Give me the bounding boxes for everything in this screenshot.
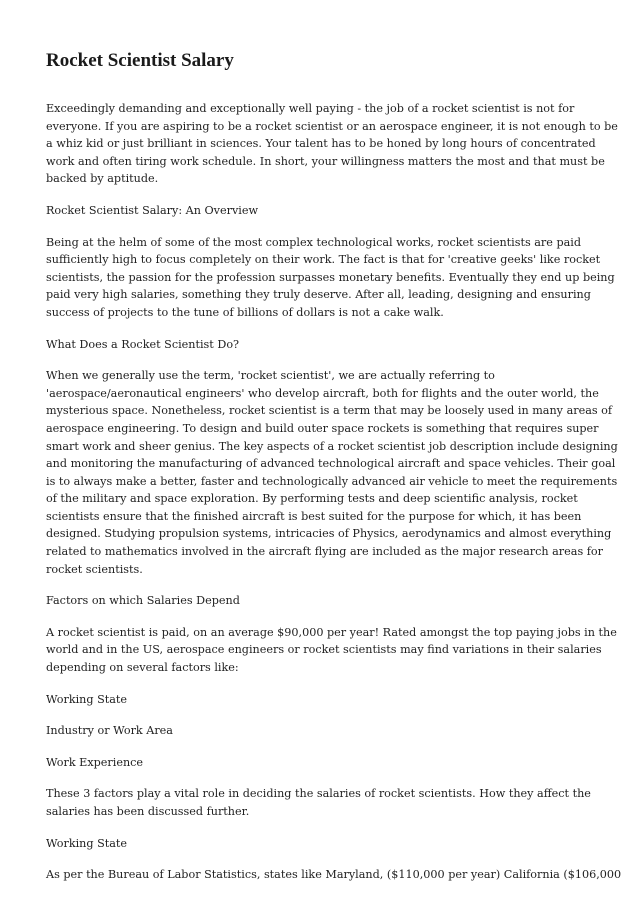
paragraph bbox=[46, 202, 594, 220]
paragraph bbox=[46, 722, 594, 740]
text-line: Working State bbox=[46, 836, 128, 850]
paragraph bbox=[46, 336, 594, 354]
text-line: When we generally use the term, 'rocket scientist', we are actually referring to bbox=[46, 369, 495, 383]
text-line: What Does a Rocket Scientist Do? bbox=[46, 337, 240, 351]
text-line: work and often tiring work schedule. In short, your willingness matters the most and that must be bbox=[46, 154, 605, 168]
text-line: Work Experience bbox=[46, 755, 144, 769]
paragraph bbox=[46, 691, 594, 709]
text-line: designed. Studying propulsion systems, intricacies of Physics, aerodynamics and almost everything bbox=[46, 527, 612, 541]
text-line: 'aerospace/aeronautical engineers' who develop aircraft, both for flights and the outer world, the bbox=[46, 386, 599, 400]
text-line: backed by aptitude. bbox=[46, 172, 159, 186]
text-line: a whiz kid or just brilliant in sciences. Your talent has to be honed by long hours of concentrated bbox=[46, 137, 596, 151]
paragraph bbox=[46, 624, 617, 677]
text-line: aerospace engineering. To design and build outer space rockets is something that requires super bbox=[46, 421, 599, 435]
text-line: A rocket scientist is paid, on an average $90,000 per year! Rated amongst the top paying jobs in the bbox=[46, 625, 617, 639]
text-line: related to mathematics involved in the aircraft flying are included as the major research areas for bbox=[46, 545, 603, 559]
text-line: world and in the US, aerospace engineers or rocket scientists may find variations in their salaries bbox=[46, 643, 602, 657]
text-line: depending on several factors like: bbox=[46, 661, 239, 675]
text-line: paid very high salaries, something they truly deserve. After all, leading, designing and ensuring bbox=[46, 288, 591, 302]
paragraph bbox=[46, 234, 615, 322]
text-line: success of projects to the tune of billions of dollars is not a cake walk. bbox=[46, 305, 444, 319]
text-line: These 3 factors play a vital role in deciding the salaries of rocket scientists. How they affect the bbox=[46, 787, 591, 801]
page-title: Rocket Scientist Salary bbox=[46, 50, 234, 71]
text-line: Rocket Scientist Salary: An Overview bbox=[46, 203, 259, 217]
paragraph bbox=[46, 866, 622, 884]
text-line: scientists ensure that the finished aircraft is best suited for the purpose for which, it has been bbox=[46, 509, 582, 523]
text-line: sufficiently high to focus completely on their work. The fact is that for 'creative geeks' like rocket bbox=[46, 253, 601, 267]
text-line: rocket scientists. bbox=[46, 562, 143, 576]
paragraph bbox=[46, 835, 594, 853]
text-line: salaries has been discussed further. bbox=[46, 805, 250, 818]
text-line: Working State bbox=[46, 692, 128, 706]
text-line: scientists, the passion for the profession surpasses monetary benefits. Eventually they end up being bbox=[46, 270, 615, 284]
text-line: and monitoring the manufacturing of advanced technological aircraft and space vehicles. Their goal bbox=[46, 457, 616, 471]
text-line: Being at the helm of some of the most complex technological works, rocket scientists are paid bbox=[46, 235, 582, 249]
text-line: smart work and sheer genius. The key aspects of a rocket scientist job description include designing bbox=[46, 439, 618, 453]
text-line: is to always make a better, faster and technologically advanced air vehicle to meet the requirements bbox=[46, 474, 618, 488]
text-line: mysterious space. Nonetheless, rocket scientist is a term that may be loosely used in many areas of bbox=[46, 404, 613, 418]
paragraph bbox=[46, 785, 594, 820]
paragraph bbox=[46, 754, 594, 772]
text-line: As per the Bureau of Labor Statistics, states like Maryland, ($110,000 per year) California ($106,000 bbox=[46, 868, 622, 882]
paragraph bbox=[46, 367, 618, 578]
paragraph bbox=[46, 592, 594, 610]
text-line: Industry or Work Area bbox=[46, 724, 173, 738]
text-line: of the military and space exploration. By performing tests and deep scientific analysis, rocket bbox=[46, 492, 578, 506]
document-body bbox=[46, 100, 622, 898]
text-line: Exceedingly demanding and exceptionally well paying - the job of a rocket scientist is not for bbox=[46, 102, 575, 115]
text-line: Factors on which Salaries Depend bbox=[46, 594, 240, 608]
paragraph bbox=[46, 100, 618, 188]
text-line: everyone. If you are aspiring to be a rocket scientist or an aerospace engineer, it is not enough to be bbox=[46, 119, 618, 133]
